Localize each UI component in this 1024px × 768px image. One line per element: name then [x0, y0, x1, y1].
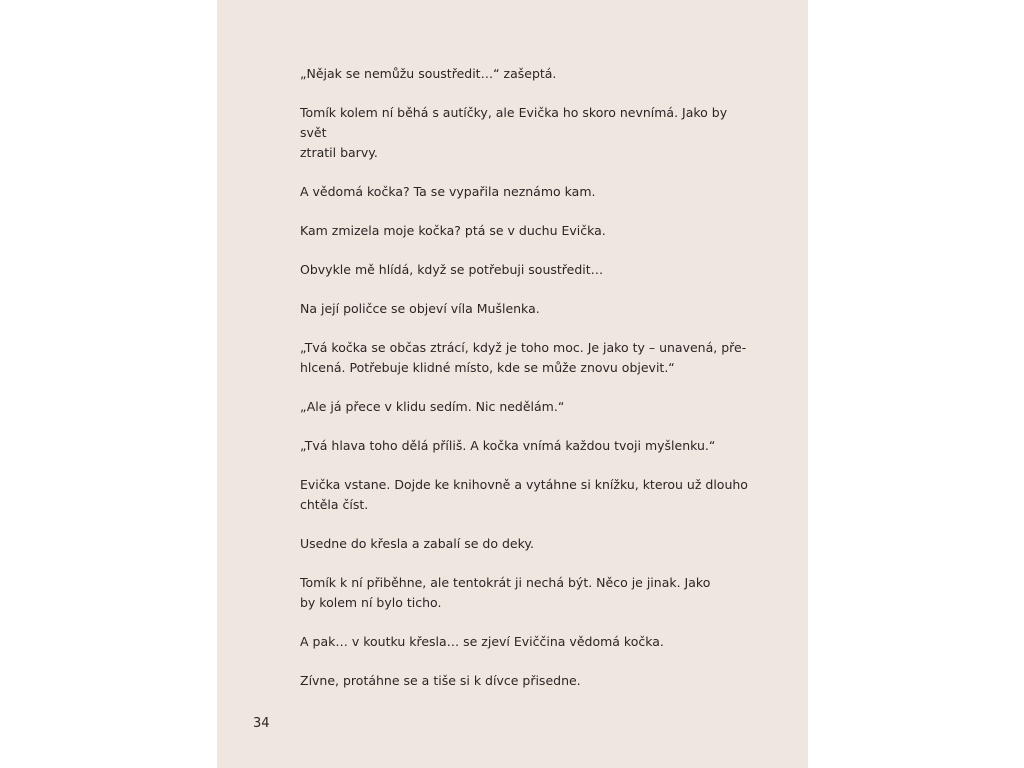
text-line: hlcená. Potřebuje klidné místo, kde se může znovu objevit.“: [300, 360, 675, 375]
text-line: by kolem ní bylo ticho.: [300, 595, 442, 610]
text-line: Tomík kolem ní běhá s autíčky, ale Evička ho skoro nevnímá. Jako by svět: [300, 105, 728, 140]
page-text: [300, 64, 750, 710]
paragraph: [300, 221, 750, 241]
text-line: Evička vstane. Dojde ke knihovně a vytáhne si knížku, kterou už dlouho: [300, 477, 748, 492]
text-line: Usedne do křesla a zabalí se do deky.: [300, 536, 534, 551]
text-line: Obvykle mě hlídá, když se potřebuji soustředit…: [300, 262, 604, 277]
paragraph: [300, 397, 750, 417]
text-line: Kam zmizela moje kočka? ptá se v duchu Evička.: [300, 223, 606, 238]
paragraph: [300, 338, 750, 378]
paragraph: [300, 475, 750, 515]
text-line: „Nějak se nemůžu soustředit…“ zašeptá.: [300, 66, 557, 81]
paragraph: [300, 534, 750, 554]
page-number: 34: [253, 716, 270, 731]
book-page: [217, 0, 808, 768]
text-line: ztratil barvy.: [300, 145, 378, 160]
paragraph: [300, 299, 750, 319]
text-line: Zívne, protáhne se a tiše si k dívce přisedne.: [300, 673, 581, 688]
paragraph: [300, 573, 750, 613]
text-line: A pak… v koutku křesla… se zjeví Eviččina vědomá kočka.: [300, 634, 664, 649]
paragraph: [300, 671, 750, 691]
paragraph: [300, 103, 750, 163]
paragraph: [300, 182, 750, 202]
text-line: Tomík k ní přiběhne, ale tentokrát ji nechá být. Něco je jinak. Jako: [300, 575, 711, 590]
paragraph: [300, 436, 750, 456]
paragraph: [300, 260, 750, 280]
text-line: A vědomá kočka? Ta se vypařila neznámo kam.: [300, 184, 596, 199]
text-line: „Ale já přece v klidu sedím. Nic nedělám.“: [300, 399, 565, 414]
text-line: „Tvá hlava toho dělá příliš. A kočka vnímá každou tvoji myšlenku.“: [300, 438, 716, 453]
paragraph: [300, 64, 750, 84]
text-line: „Tvá kočka se občas ztrácí, když je toho moc. Je jako ty – unavená, pře-: [300, 340, 747, 355]
text-line: chtěla číst.: [300, 497, 369, 512]
text-line: Na její poličce se objeví víla Mušlenka.: [300, 301, 540, 316]
paragraph: [300, 632, 750, 652]
